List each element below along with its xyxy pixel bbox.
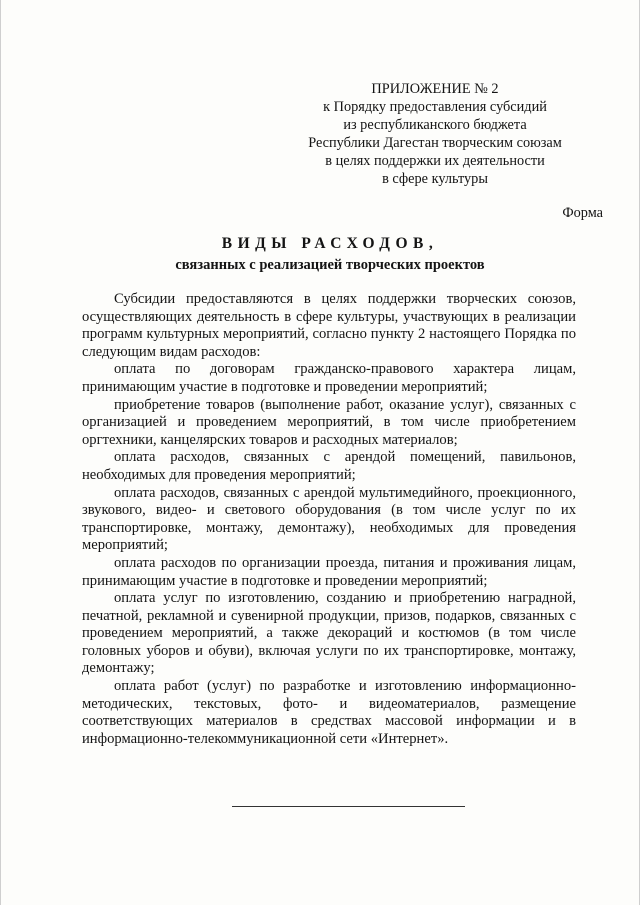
form-label: Форма (562, 205, 603, 221)
appendix-line: к Порядку предоставления субсидий (323, 99, 547, 115)
expense-item: оплата услуг по изготовлению, созданию и приобретению наградной, печатной, рекламной и сувенирной продукции, призов, подарков, связанных с проведением мероприятий, а также декораций и костюмов (в том числе головных уборов и обуви), включая услуги по их транспортировке, монтажу, демонтажу; (82, 590, 576, 677)
expense-item: оплата расходов по организации проезда, питания и проживания лицам, принимающим участие в подготовке и проведении мероприятий; (82, 554, 576, 589)
appendix-line: Республики Дагестан творческим союзам (308, 135, 562, 151)
intro-paragraph: Субсидии предоставляются в целях поддержки творческих союзов, осуществляющих деятельность в сфере культуры, участвующих в реализации программ культурных мероприятий, согласно пункту 2 настоящего Порядка по следующим видам расходов: (82, 291, 576, 360)
title-main: ВИДЫ РАСХОДОВ, (221, 235, 439, 252)
appendix-header (300, 80, 570, 188)
body-text (82, 291, 576, 748)
expense-item: оплата расходов, связанных с арендой помещений, павильонов, необходимых для проведения мероприятий; (82, 449, 576, 483)
appendix-line: в целях поддержки их деятельности (325, 153, 545, 169)
expense-item: оплата по договорам гражданско-правового характера лицам, принимающим участие в подготовке и проведении мероприятий; (82, 361, 576, 395)
expense-item: оплата расходов, связанных с арендой мультимедийного, проекционного, звукового, видео- и светового оборудования (в том числе услуг по их транспортировке, монтажу, демонтажу), необходимых для проведения мероприятий; (82, 484, 576, 554)
appendix-line: из республиканского бюджета (343, 117, 527, 133)
appendix-line: в сфере культуры (382, 171, 488, 187)
scan-edge-left (0, 0, 1, 905)
expense-item: оплата работ (услуг) по разработке и изготовлению информационно-методических, текстовых, фото- и видеоматериалов, размещение соответствующих материалов в средствах массовой информации и в информационно-телекоммуникационной сети «Интернет». (82, 678, 576, 747)
appendix-title: ПРИЛОЖЕНИЕ № 2 (371, 81, 499, 97)
document-title (80, 233, 580, 275)
expense-item: приобретение товаров (выполнение работ, оказание услуг), связанных с организацией и проведением мероприятий, в том числе приобретением оргтехники, канцелярских товаров и расходных материалов; (82, 396, 576, 448)
separator-line (232, 806, 465, 807)
title-subtitle: связанных с реализацией творческих проектов (175, 257, 485, 273)
